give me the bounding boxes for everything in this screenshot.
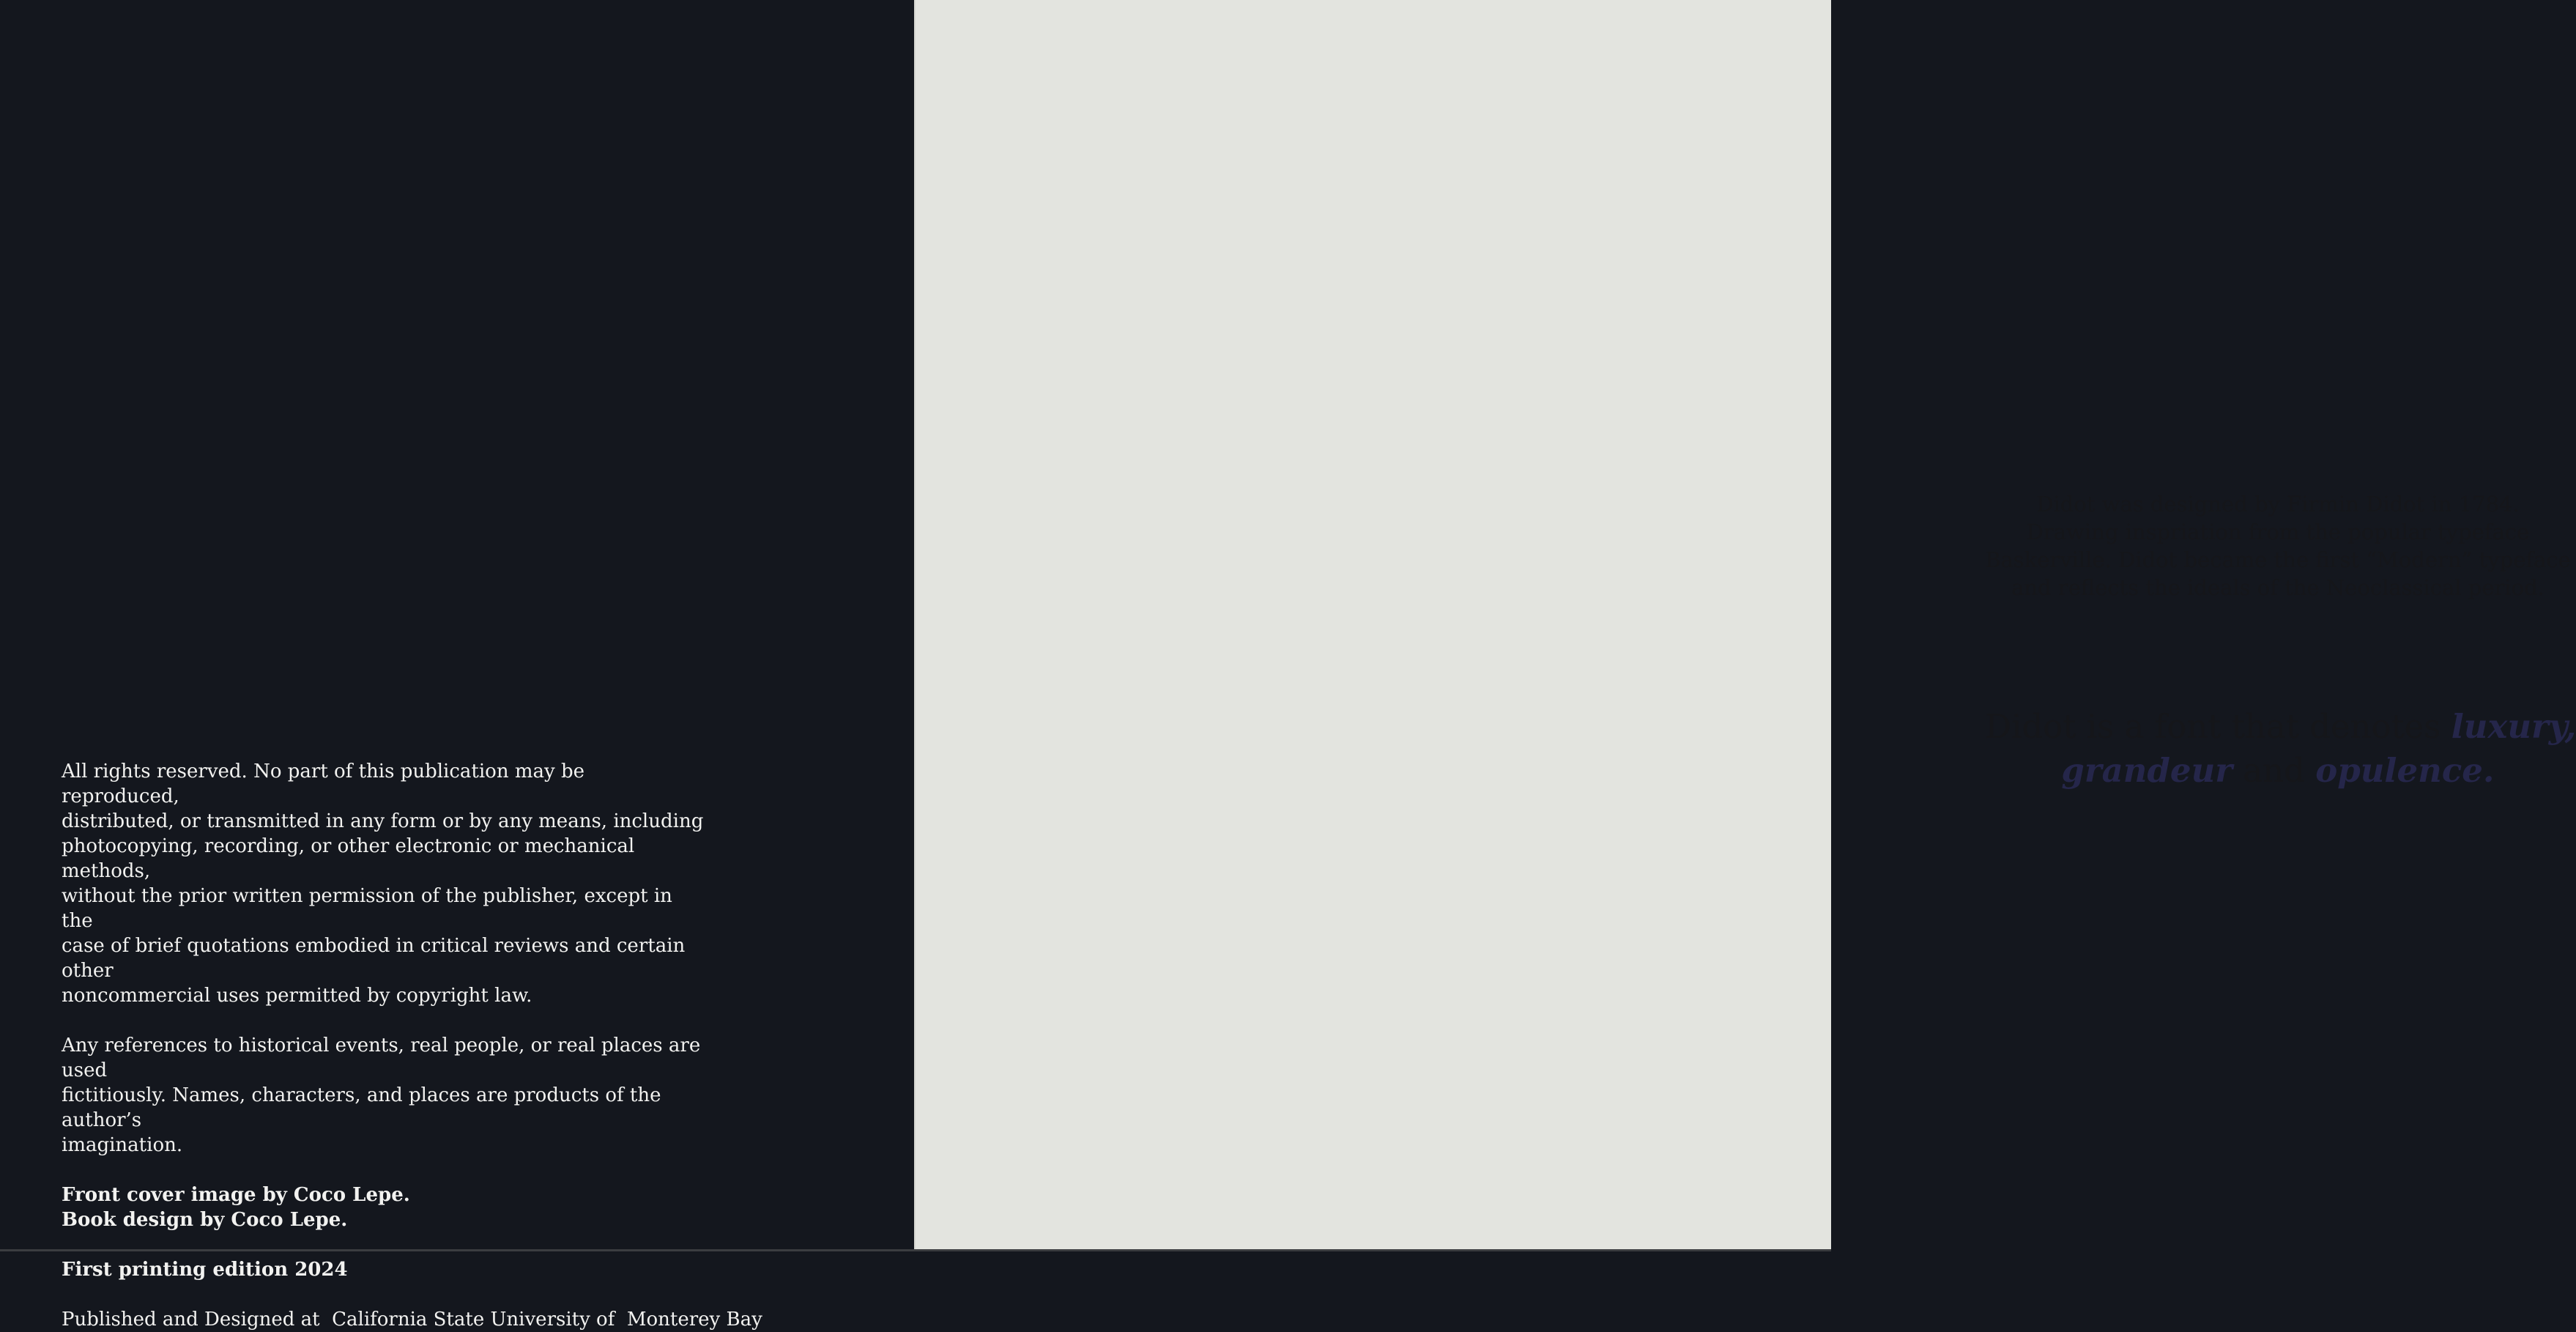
paragraph-spacer (62, 1008, 706, 1033)
didot-history (1985, 490, 2571, 602)
rights-paragraph (62, 759, 706, 1008)
references-paragraph (62, 1033, 706, 1158)
edition-line: First printing edition 2024 (62, 1259, 348, 1281)
references-line: fictitiously. Names, characters, and places are products of the author’s (62, 1084, 661, 1131)
colophon-text (62, 759, 762, 1332)
word-luxury: luxury (2451, 707, 2565, 746)
rights-line: without the prior written permission of the publisher, except in the (62, 885, 672, 932)
statement-line-1 (1985, 705, 2576, 749)
cover-credit: Front cover image by Coco Lepe. (62, 1184, 410, 1206)
didot-statement (1985, 705, 2576, 793)
word-grandeur: grandeur (2061, 751, 2232, 790)
paragraph-spacer (62, 1282, 706, 1307)
paragraph-spacer (62, 1232, 706, 1257)
history-line: Didot was designed by Firmin Didot in 1784. (2036, 492, 2520, 517)
spread-bottom-edge (0, 1249, 1831, 1251)
statement-prefix: Didot is a font that denotes (1985, 707, 2451, 746)
design-credit: Book design by Coco Lepe. (62, 1209, 348, 1231)
paragraph-spacer (62, 1158, 706, 1183)
statement-comma: , (2564, 707, 2576, 746)
statement-line-2 (1985, 749, 2571, 793)
references-line: Any references to historical events, real people, or real places are used (62, 1035, 701, 1081)
didot-page (914, 0, 2576, 1249)
history-line: and reflects the ideals of the Neoclassical period. (2011, 575, 2545, 600)
credits (62, 1183, 706, 1232)
history-line: Baskerville. Didot became the first “Modern” typeface (1985, 547, 2571, 572)
history-line: Drawing inspriation from the popular typeface (2026, 519, 2530, 544)
rights-line: distributed, or transmitted in any form or by any means, including (62, 810, 704, 832)
publisher-line: Published and Designed at California State University of Monterey Bay (62, 1309, 762, 1331)
statement-conjunction: and (2232, 751, 2316, 790)
copyright-page (0, 0, 914, 1331)
rights-line: All rights reserved. No part of this publication may be reproduced, (62, 761, 584, 807)
word-opulence: opulence. (2315, 751, 2495, 790)
rights-line: case of brief quotations embodied in critical reviews and certain other (62, 935, 686, 982)
references-line: imagination. (62, 1134, 183, 1156)
rights-line: photocopying, recording, or other electronic or mechanical methods, (62, 835, 635, 882)
rights-line: noncommercial uses permitted by copyright law. (62, 985, 532, 1007)
